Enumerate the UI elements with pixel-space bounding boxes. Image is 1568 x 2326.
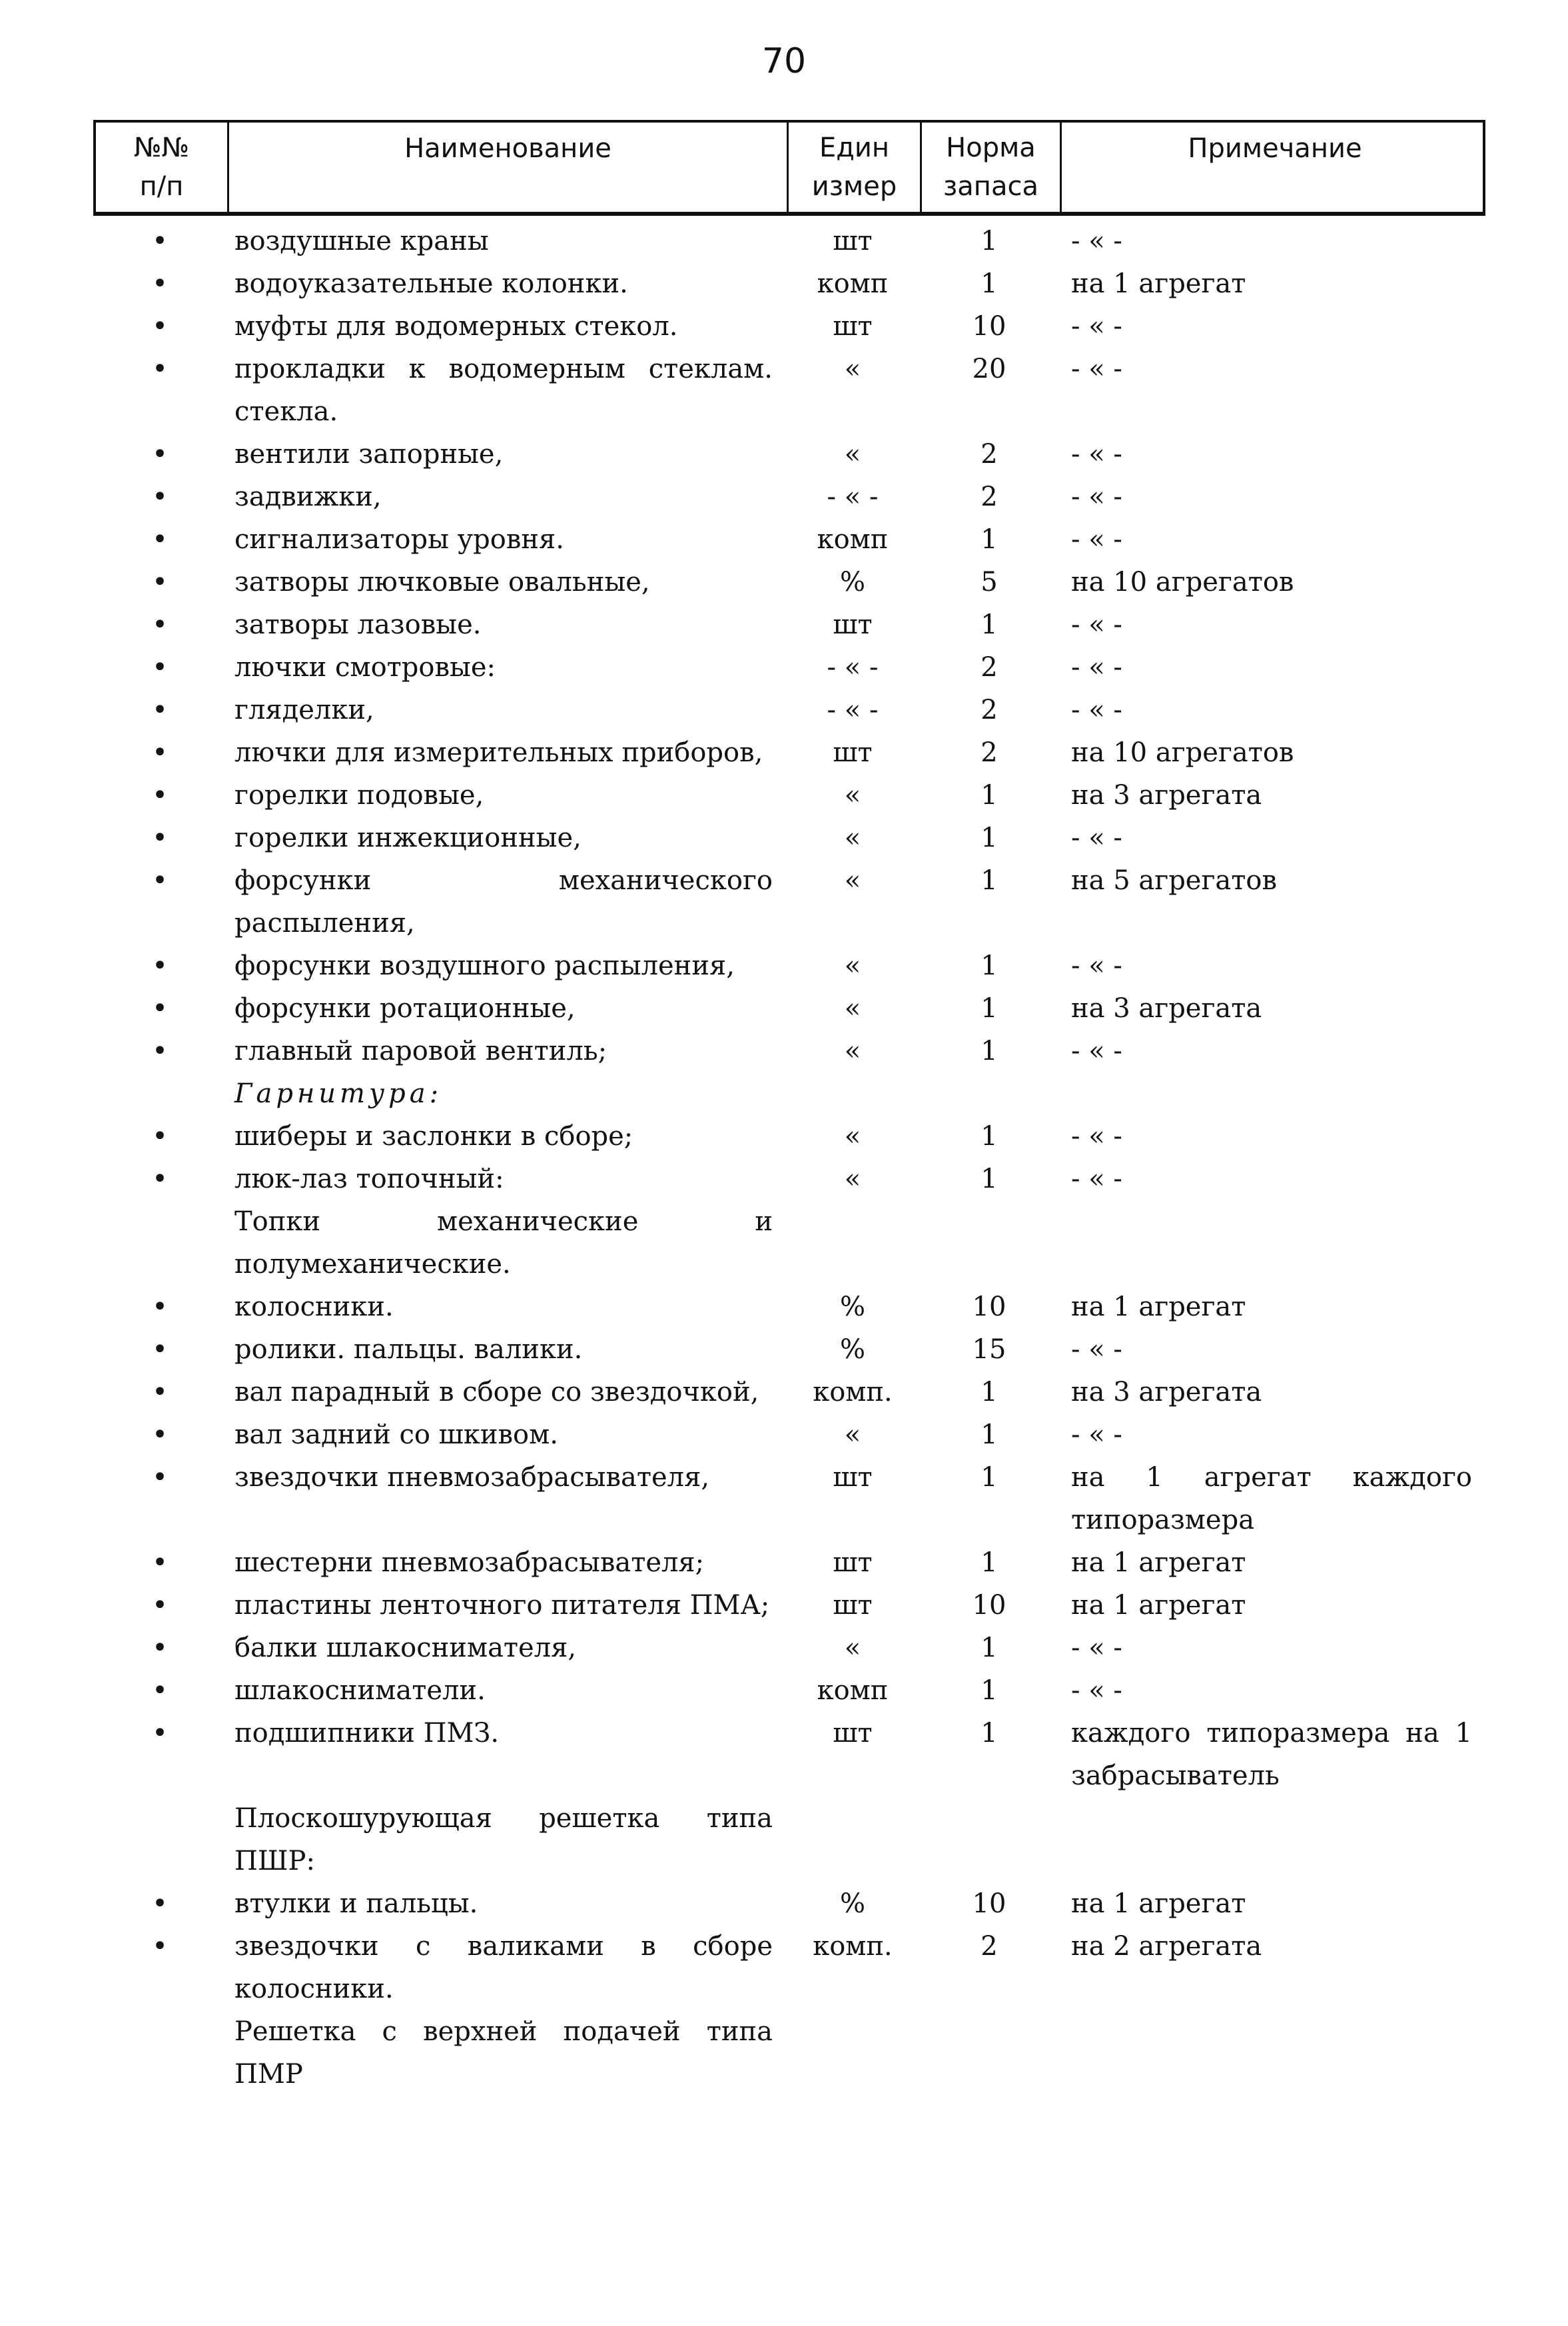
row-note: на 5 агрегатов: [1071, 865, 1278, 896]
row-note: на 1 агрегат: [1071, 268, 1246, 299]
row-note: - « -: [1071, 482, 1122, 512]
row-bullet: •: [152, 226, 168, 256]
row-name: Топки механические и полумеханические.: [234, 1206, 773, 1280]
row-unit: комп: [817, 524, 889, 555]
row-name: водоуказательные колонки.: [234, 268, 628, 299]
row-qty: 1: [980, 1675, 998, 1706]
row-bullet: •: [152, 609, 168, 640]
table-row: [93, 561, 1485, 603]
row-name: вал парадный в сборе со звездочкой,: [234, 1377, 759, 1407]
row-unit: «: [844, 1036, 861, 1066]
table-row: [93, 987, 1485, 1030]
row-qty: 2: [980, 737, 998, 768]
table-row: [93, 603, 1485, 646]
row-unit: [786, 1200, 919, 1286]
table-row: [93, 518, 1485, 561]
row-bullet: •: [152, 780, 168, 811]
row-unit: [786, 1797, 919, 1882]
row-unit: %: [839, 1888, 865, 1919]
table-row: [93, 774, 1485, 817]
row-bullet: •: [152, 1462, 168, 1493]
row-bullet: [93, 1797, 226, 1882]
row-bullet: •: [152, 993, 168, 1024]
row-note: на 10 агрегатов: [1071, 737, 1294, 768]
row-qty: 2: [980, 439, 998, 470]
row-name: форсунки ротационные,: [234, 993, 576, 1024]
row-bullet: •: [152, 1675, 168, 1706]
row-unit: [786, 1072, 919, 1115]
header-number-line2: п/п: [139, 171, 184, 202]
row-unit: %: [839, 567, 865, 597]
row-note: - « -: [1071, 1633, 1122, 1663]
row-unit: «: [844, 780, 861, 811]
header-unit: [789, 123, 922, 212]
row-qty: 1: [980, 268, 998, 299]
row-note: на 2 агрегата: [1071, 1931, 1262, 1962]
table-row: [93, 1882, 1485, 1925]
row-qty: 5: [980, 567, 998, 597]
row-qty: 2: [980, 695, 998, 725]
row-note: - « -: [1071, 1419, 1122, 1450]
row-unit: шт: [833, 1547, 873, 1578]
row-bullet: •: [152, 823, 168, 853]
row-name: форсунки механического распыления,: [234, 865, 773, 939]
table-row: [93, 305, 1485, 348]
row-qty: 10: [972, 311, 1006, 342]
row-bullet: •: [152, 268, 168, 299]
table-row: [93, 1669, 1485, 1712]
row-note: - « -: [1071, 1121, 1122, 1152]
row-note: на 3 агрегата: [1071, 780, 1262, 811]
row-qty: 1: [980, 1377, 998, 1407]
table-row: [93, 1584, 1485, 1627]
header-unit-line1: Един: [819, 133, 890, 163]
row-bullet: •: [152, 1121, 168, 1152]
row-note: [1059, 2010, 1485, 2096]
row-qty: 1: [980, 1121, 998, 1152]
row-note: - « -: [1071, 226, 1122, 256]
row-unit: шт: [833, 1718, 873, 1748]
table-row: [93, 1797, 1485, 1882]
row-qty: [919, 1200, 1059, 1286]
table-row: [93, 1030, 1485, 1072]
table-row: [93, 1115, 1485, 1158]
row-qty: 1: [980, 865, 998, 896]
row-bullet: •: [152, 1633, 168, 1663]
row-bullet: •: [152, 652, 168, 683]
table-row: [93, 348, 1485, 433]
row-unit: шт: [833, 311, 873, 342]
row-name: балки шлакоснимателя,: [234, 1633, 577, 1663]
table-row: [93, 945, 1485, 987]
row-note: - « -: [1071, 311, 1122, 342]
row-qty: 2: [980, 482, 998, 512]
row-unit: - « -: [827, 695, 879, 725]
table-row: [93, 1541, 1485, 1584]
row-note: на 1 агрегат каждого типоразмера: [1071, 1462, 1472, 1535]
row-name: звездочки с валиками в сборе колосники.: [234, 1931, 773, 2004]
row-note: - « -: [1071, 439, 1122, 470]
row-unit: - « -: [827, 652, 879, 683]
row-note: на 3 агрегата: [1071, 993, 1262, 1024]
row-name: задвижки,: [234, 482, 382, 512]
row-name: Гарнитура:: [234, 1078, 443, 1109]
table-row: [93, 1328, 1485, 1371]
table-row: [93, 433, 1485, 476]
table-row: [93, 646, 1485, 689]
row-note: - « -: [1071, 823, 1122, 853]
row-name: форсунки воздушного распыления,: [234, 951, 735, 981]
table-row: [93, 1158, 1485, 1200]
row-note: на 1 агрегат: [1071, 1888, 1246, 1919]
table-body: [93, 220, 1485, 2096]
row-bullet: [93, 1072, 226, 1115]
row-name: шлакосниматели.: [234, 1675, 486, 1706]
row-unit: %: [839, 1292, 865, 1322]
row-qty: 1: [980, 226, 998, 256]
row-note: на 1 агрегат: [1071, 1590, 1246, 1621]
table-row: [93, 1413, 1485, 1456]
row-name: воздушные краны: [234, 226, 489, 256]
row-bullet: •: [152, 1164, 168, 1194]
row-unit: шт: [833, 1462, 873, 1493]
table-row: [93, 859, 1485, 945]
spare-parts-table: [93, 120, 1485, 2096]
row-unit: «: [844, 439, 861, 470]
row-qty: 1: [980, 1547, 998, 1578]
table-row: [93, 689, 1485, 731]
row-note: - « -: [1071, 951, 1122, 981]
row-unit: комп: [817, 1675, 889, 1706]
table-row: [93, 1925, 1485, 2010]
row-unit: шт: [833, 737, 873, 768]
row-qty: [919, 1797, 1059, 1882]
header-unit-line2: измер: [811, 171, 897, 202]
row-name: люк-лаз топочный:: [234, 1164, 504, 1194]
row-note: [1059, 1072, 1485, 1115]
row-note: на 1 агрегат: [1071, 1292, 1246, 1322]
table-row: [93, 1456, 1485, 1541]
row-qty: 10: [972, 1888, 1006, 1919]
table-row: [93, 1072, 1485, 1115]
row-bullet: •: [152, 1419, 168, 1450]
header-name: [229, 123, 789, 212]
row-bullet: [93, 1200, 226, 1286]
table-row: [93, 1627, 1485, 1669]
row-note: - « -: [1071, 354, 1122, 384]
row-note: - « -: [1071, 695, 1122, 725]
row-name: звездочки пневмозабрасывателя,: [234, 1462, 710, 1493]
row-qty: 1: [980, 1036, 998, 1066]
table-row: [93, 2010, 1485, 2096]
table-header: [93, 120, 1485, 216]
table-row: [93, 1286, 1485, 1328]
row-unit: «: [844, 1164, 861, 1194]
row-unit: «: [844, 865, 861, 896]
row-name: сигнализаторы уровня.: [234, 524, 564, 555]
row-qty: 20: [972, 354, 1006, 384]
row-bullet: •: [152, 1334, 168, 1365]
row-qty: 1: [980, 780, 998, 811]
row-qty: 1: [980, 609, 998, 640]
row-qty: 1: [980, 1633, 998, 1663]
row-name: втулки и пальцы.: [234, 1888, 478, 1919]
header-note: [1062, 123, 1488, 212]
row-unit: %: [839, 1334, 865, 1365]
row-bullet: •: [152, 1718, 168, 1748]
row-note: на 3 агрегата: [1071, 1377, 1262, 1407]
row-note: - « -: [1071, 1334, 1122, 1365]
row-name: подшипники ПМЗ.: [234, 1718, 500, 1748]
row-bullet: [93, 2010, 226, 2096]
row-note: - « -: [1071, 1675, 1122, 1706]
row-bullet: •: [152, 524, 168, 555]
table-row: [93, 817, 1485, 859]
header-number: [96, 123, 229, 212]
row-bullet: •: [152, 311, 168, 342]
row-qty: 1: [980, 1419, 998, 1450]
row-bullet: •: [152, 1888, 168, 1919]
table-row: [93, 220, 1485, 262]
row-note: - « -: [1071, 609, 1122, 640]
row-bullet: •: [152, 1547, 168, 1578]
row-unit: комп.: [813, 1931, 893, 1962]
row-name: колосники.: [234, 1292, 394, 1322]
row-unit: «: [844, 993, 861, 1024]
row-bullet: •: [152, 354, 168, 384]
row-bullet: •: [152, 695, 168, 725]
row-bullet: •: [152, 567, 168, 597]
row-qty: 1: [980, 823, 998, 853]
row-name: шиберы и заслонки в сборе;: [234, 1121, 633, 1152]
row-name: шестерни пневмозабрасывателя;: [234, 1547, 705, 1578]
row-bullet: •: [152, 1590, 168, 1621]
header-name-text: Наименование: [404, 133, 611, 164]
row-unit: «: [844, 951, 861, 981]
header-norm-line1: Норма: [946, 133, 1036, 163]
row-unit: «: [844, 1121, 861, 1152]
row-bullet: •: [152, 1292, 168, 1322]
row-bullet: •: [152, 439, 168, 470]
row-unit: «: [844, 823, 861, 853]
row-name: лючки для измерительных приборов,: [234, 737, 763, 768]
table-row: [93, 476, 1485, 518]
page-number: 70: [761, 41, 807, 81]
row-qty: 10: [972, 1292, 1006, 1322]
row-qty: 10: [972, 1590, 1006, 1621]
row-qty: 1: [980, 1718, 998, 1748]
header-number-line1: №№: [133, 133, 190, 163]
row-name: ролики. пальцы. валики.: [234, 1334, 583, 1365]
row-name: вентили запорные,: [234, 439, 504, 470]
row-name: прокладки к водомерным стеклам. стекла.: [234, 354, 773, 427]
row-bullet: •: [152, 951, 168, 981]
row-qty: 2: [980, 652, 998, 683]
table-row: [93, 1200, 1485, 1286]
row-bullet: •: [152, 482, 168, 512]
row-unit: «: [844, 1419, 861, 1450]
row-note: [1059, 1797, 1485, 1882]
header-note-text: Примечание: [1188, 133, 1362, 164]
row-unit: комп: [817, 268, 889, 299]
row-qty: 1: [980, 524, 998, 555]
row-qty: 1: [980, 993, 998, 1024]
row-note: - « -: [1071, 652, 1122, 683]
row-note: - « -: [1071, 1036, 1122, 1066]
row-unit: шт: [833, 226, 873, 256]
row-name: затворы лазовые.: [234, 609, 482, 640]
row-name: затворы лючковые овальные,: [234, 567, 650, 597]
row-bullet: •: [152, 1931, 168, 1962]
row-unit: шт: [833, 609, 873, 640]
row-name: гляделки,: [234, 695, 374, 725]
row-note: - « -: [1071, 524, 1122, 555]
row-note: на 1 агрегат: [1071, 1547, 1246, 1578]
row-qty: 2: [980, 1931, 998, 1962]
row-bullet: •: [152, 1036, 168, 1066]
row-name: лючки смотровые:: [234, 652, 496, 683]
row-qty: 1: [980, 1462, 998, 1493]
row-unit: шт: [833, 1590, 873, 1621]
row-unit: [786, 2010, 919, 2096]
row-qty: 1: [980, 951, 998, 981]
row-name: муфты для водомерных стекол.: [234, 311, 678, 342]
table-row: [93, 1371, 1485, 1413]
row-name: горелки инжекционные,: [234, 823, 582, 853]
row-qty: [919, 1072, 1059, 1115]
row-name: Решетка с верхней подачей типа ПМР: [234, 2016, 773, 2090]
row-name: горелки подовые,: [234, 780, 484, 811]
row-unit: «: [844, 1633, 861, 1663]
row-unit: «: [844, 354, 861, 384]
row-note: [1059, 1200, 1485, 1286]
table-row: [93, 731, 1485, 774]
header-norm: [922, 123, 1062, 212]
row-note: каждого типоразмера на 1 забрасыватель: [1071, 1718, 1472, 1791]
row-name: Плоскошурующая решетка типа ПШР:: [234, 1803, 773, 1876]
table-row: [93, 1712, 1485, 1797]
row-qty: 1: [980, 1164, 998, 1194]
row-unit: - « -: [827, 482, 879, 512]
row-name: вал задний со шкивом.: [234, 1419, 558, 1450]
row-name: главный паровой вентиль;: [234, 1036, 607, 1066]
header-norm-line2: запаса: [943, 171, 1038, 202]
row-note: на 10 агрегатов: [1071, 567, 1294, 597]
row-note: - « -: [1071, 1164, 1122, 1194]
table-row: [93, 262, 1485, 305]
row-bullet: •: [152, 737, 168, 768]
row-bullet: •: [152, 865, 168, 896]
row-unit: комп.: [813, 1377, 893, 1407]
row-qty: [919, 2010, 1059, 2096]
row-name: пластины ленточного питателя ПМА;: [234, 1590, 770, 1621]
row-bullet: •: [152, 1377, 168, 1407]
row-qty: 15: [972, 1334, 1006, 1365]
